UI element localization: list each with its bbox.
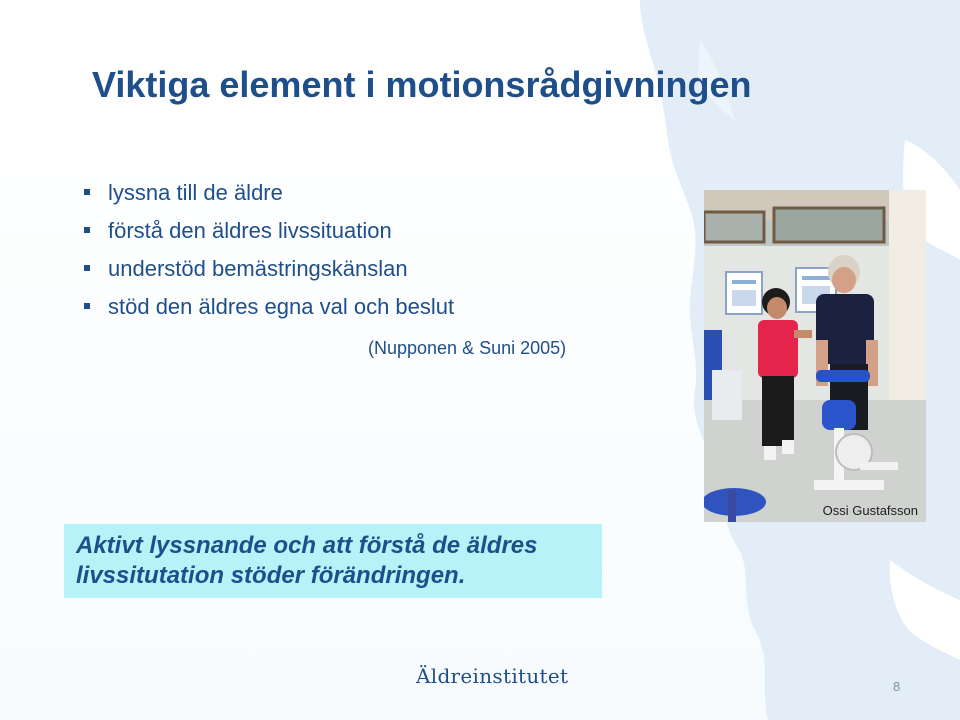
bullet-text: stöd den äldres egna val och beslut [108,294,455,319]
callout-box [64,524,602,598]
bullet-text: förstå den äldres livssituation [108,218,392,243]
square-bullet-icon [84,189,90,195]
bullet-item [84,214,454,252]
photo-credit: Ossi Gustafsson [822,503,918,518]
gym-photo [704,190,926,522]
square-bullet-icon [84,227,90,233]
citation: (Nupponen & Suni 2005) [368,338,567,358]
bullet-list [84,176,454,328]
bullet-text: understöd bemästringskänslan [108,256,408,281]
bullet-text: lyssna till de äldre [108,180,283,205]
callout-line-1: Aktivt lyssnande och att förstå de äldres [76,532,538,559]
bullet-item [84,252,454,290]
organization-logo: Äldreinstitutet [416,664,569,688]
bullet-item [84,176,454,214]
square-bullet-icon [84,265,90,271]
bullet-item [84,290,454,328]
square-bullet-icon [84,303,90,309]
callout-line-2: livssitutation stöder förändringen. [76,562,466,589]
page-number: 8 [893,679,901,694]
gym-photo-illustration [704,190,926,522]
slide-title: Viktiga element i motionsrådgivningen [92,64,752,105]
